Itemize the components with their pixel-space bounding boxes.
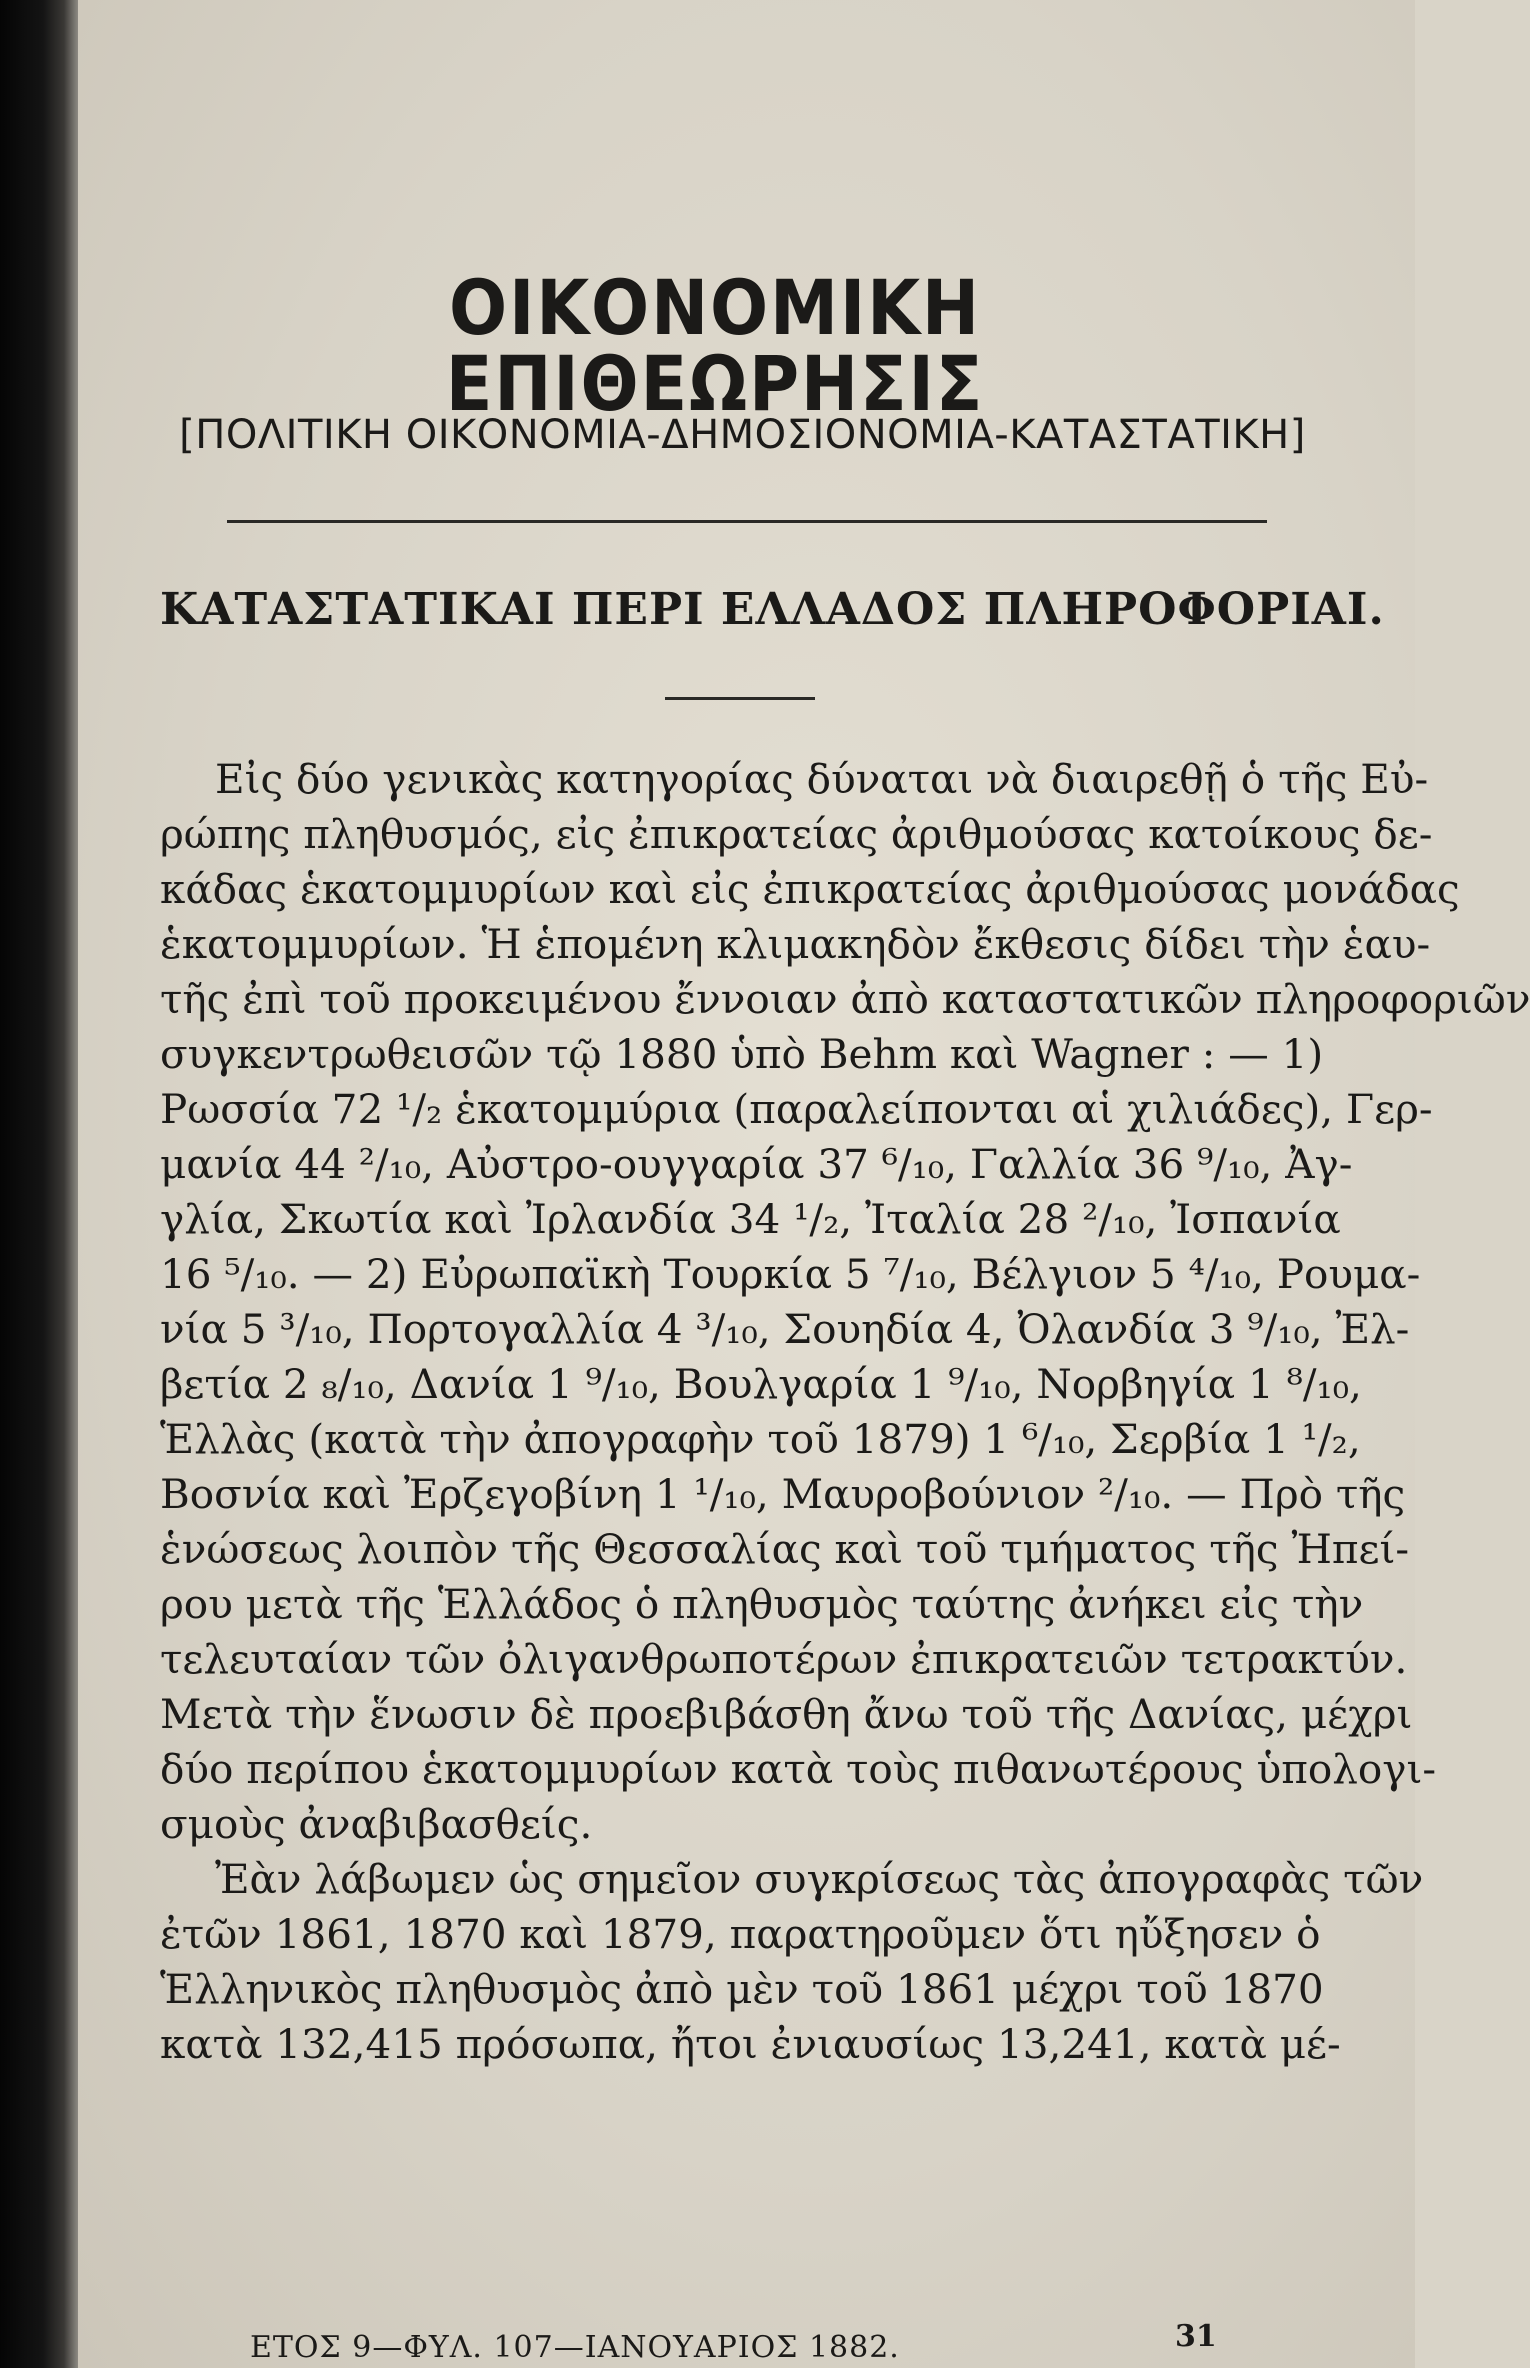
journal-title: ΟΙΚΟΝΟΜΙΚΗ ΕΠΙΘΕΩΡΗΣΙΣ [445, 263, 985, 428]
text-line: ἑνώσεως λοιπὸν τῆς Θεσσαλίας καὶ τοῦ τμήματος τῆς Ἠπεί- [160, 1525, 1410, 1573]
text-line: σμοὺς ἀναβιβασθείς. [160, 1800, 593, 1848]
text-line: κάδας ἑκατομμυρίων καὶ εἰς ἐπικρατείας ἀριθμούσας μονάδας [160, 865, 1460, 913]
page-number: 31 [1175, 2319, 1217, 2354]
text-line: δύο περίπου ἑκατομμυρίων κατὰ τοὺς πιθανωτέρους ὑπολογι- [160, 1745, 1437, 1793]
masthead-rule [227, 520, 1267, 523]
text-line: ἑκατομμυρίων. Ἡ ἑπομένη κλιμακηδὸν ἔκθεσις δίδει τὴν ἑαυ- [160, 920, 1431, 968]
text-line: Ἑλληνικὸς πληθυσμὸς ἀπὸ μὲν τοῦ 1861 μέχρι τοῦ 1870 [160, 1965, 1324, 2013]
text-line: Ἑλλὰς (κατὰ τὴν ἀπογραφὴν τοῦ 1879) 1 ⁶/₁₀, Σερβία 1 ¹/₂, [160, 1415, 1361, 1463]
title-rule [665, 697, 815, 700]
journal-subtitle: [ΠΟΛΙΤΙΚΗ ΟΙΚΟΝΟΜΙΑ-ΔΗΜΟΣΙΟΝΟΜΙΑ-ΚΑΤΑΣΤΑΤΙΚΗ] [179, 412, 1306, 458]
book-spine-shadow [0, 0, 78, 2368]
text-line: βετία 2 ₈/₁₀, Δανία 1 ⁹/₁₀, Βουλγαρία 1 ⁹/₁₀, Νορβηγία 1 ⁸/₁₀, [160, 1360, 1362, 1408]
text-line: ρου μετὰ τῆς Ἑλλάδος ὁ πληθυσμὸς ταύτης ἀνήκει εἰς τὴν [160, 1580, 1364, 1628]
text-line: Μετὰ τὴν ἕνωσιν δὲ προεβιβάσθη ἄνω τοῦ τῆς Δανίας, μέχρι [160, 1690, 1413, 1738]
text-line: κατὰ 132,415 πρόσωπα, ἤτοι ἐνιαυσίως 13,241, κατὰ μέ- [160, 2020, 1341, 2068]
text-line: 16 ⁵/₁₀. — 2) Εὐρωπαϊκὴ Τουρκία 5 ⁷/₁₀, Βέλγιον 5 ⁴/₁₀, Ρουμα- [160, 1250, 1421, 1298]
issue-footer: ΕΤΟΣ 9—ΦΥΛ. 107—ΙΑΝΟΥΑΡΙΟΣ 1882. [250, 2330, 900, 2365]
text-line: Εἰς δύο γενικὰς κατηγορίας δύναται νὰ διαιρεθῇ ὁ τῆς Εὐ- [215, 755, 1429, 803]
text-line: νία 5 ³/₁₀, Πορτογαλλία 4 ³/₁₀, Σουηδία 4, Ὀλανδία 3 ⁹/₁₀, Ἐλ- [160, 1305, 1410, 1353]
text-line: τελευταίαν τῶν ὀλιγανθρωποτέρων ἐπικρατειῶν τετρακτύν. [160, 1635, 1408, 1683]
text-line: τῆς ἐπὶ τοῦ προκειμένου ἔννοιαν ἀπὸ καταστατικῶν πληροφοριῶν [160, 975, 1530, 1023]
text-line: Ρωσσία 72 ¹/₂ ἑκατομμύρια (παραλείπονται αἱ χιλιάδες), Γερ- [160, 1085, 1433, 1133]
text-line: Ἐὰν λάβωμεν ὡς σημεῖον συγκρίσεως τὰς ἀπογραφὰς τῶν [215, 1855, 1424, 1903]
text-line: μανία 44 ²/₁₀, Αὐστρο-ουγγαρία 37 ⁶/₁₀, Γαλλία 36 ⁹/₁₀, Ἀγ- [160, 1140, 1353, 1188]
article-body [160, 752, 1530, 2072]
article-title: ΚΑΤΑΣΤΑΤΙΚΑΙ ΠΕΡΙ ΕΛΛΑΔΟΣ ΠΛΗΡΟΦΟΡΙΑΙ. [160, 584, 1385, 635]
text-line: Βοσνία καὶ Ἐρζεγοβίνη 1 ¹/₁₀, Μαυροβούνιον ²/₁₀. — Πρὸ τῆς [160, 1470, 1406, 1518]
text-line: συγκεντρωθεισῶν τῷ 1880 ὑπὸ Behm καὶ Wagner : — 1) [160, 1030, 1324, 1078]
text-line: γλία, Σκωτία καὶ Ἰρλανδία 34 ¹/₂, Ἰταλία 28 ²/₁₀, Ἰσπανία [160, 1195, 1341, 1243]
text-line: ἐτῶν 1861, 1870 καὶ 1879, παρατηροῦμεν ὅτι ηὔξησεν ὁ [160, 1910, 1321, 1958]
text-line: ρώπης πληθυσμός, εἰς ἐπικρατείας ἀριθμούσας κατοίκους δε- [160, 810, 1433, 858]
